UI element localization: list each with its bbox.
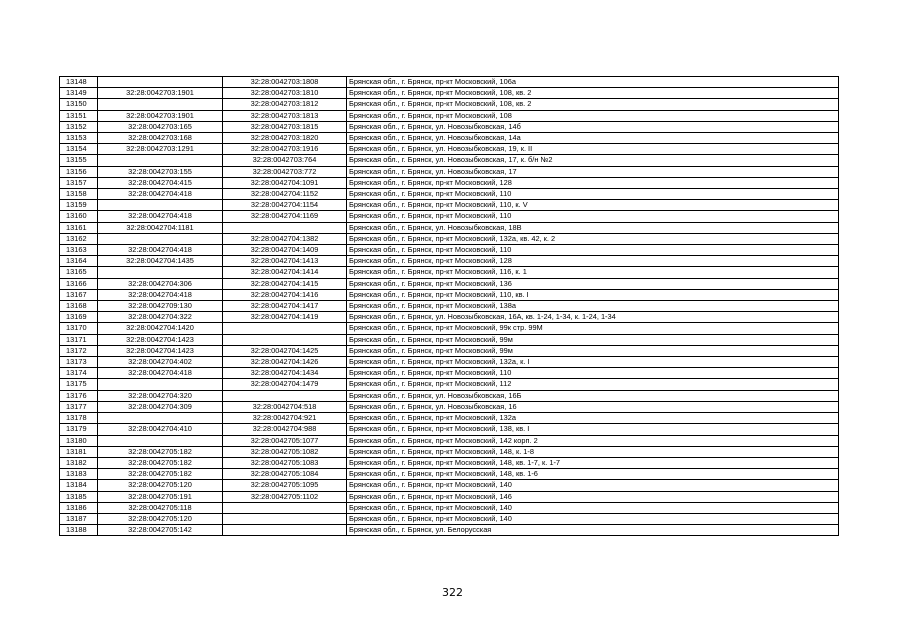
cadastral-number-b-cell: 32:28:0042705:1095 [223, 480, 347, 491]
cadastral-number-b-cell: 32:28:0042704:1415 [223, 278, 347, 289]
row-number-cell: 13164 [60, 256, 98, 267]
cadastral-number-a-cell: 32:28:0042704:309 [98, 401, 223, 412]
cadastral-number-b-cell [223, 222, 347, 233]
table-row [60, 401, 839, 412]
address-cell: Брянская обл., г. Брянск, пр-кт Московский, 110 [347, 189, 839, 200]
address-cell: Брянская обл., г. Брянск, пр-кт Московский, 148, кв. 1-7, к. 1-7 [347, 457, 839, 468]
cadastral-number-a-cell: 32:28:0042705:120 [98, 480, 223, 491]
row-number-cell: 13172 [60, 345, 98, 356]
table-row [60, 469, 839, 480]
address-cell: Брянская обл., г. Брянск, пр-кт Московский, 148, к. 1-8 [347, 446, 839, 457]
table-row [60, 345, 839, 356]
cadastral-number-a-cell [98, 99, 223, 110]
row-number-cell: 13159 [60, 200, 98, 211]
row-number-cell: 13162 [60, 233, 98, 244]
cadastral-number-a-cell: 32:28:0042704:415 [98, 177, 223, 188]
table-row [60, 200, 839, 211]
cadastral-number-b-cell: 32:28:0042704:921 [223, 413, 347, 424]
table-row [60, 435, 839, 446]
cadastral-number-b-cell [223, 513, 347, 524]
address-cell: Брянская обл., г. Брянск, ул. Новозыбковская, 19, к. II [347, 144, 839, 155]
row-number-cell: 13182 [60, 457, 98, 468]
address-cell: Брянская обл., г. Брянск, ул. Новозыбковская, 17, к. б/н №2 [347, 155, 839, 166]
table-row [60, 413, 839, 424]
address-cell: Брянская обл., г. Брянск, пр-кт Московский, 99к стр. 99М [347, 323, 839, 334]
row-number-cell: 13187 [60, 513, 98, 524]
cadastral-number-b-cell: 32:28:0042703:1815 [223, 121, 347, 132]
cadastral-number-b-cell: 32:28:0042704:1152 [223, 189, 347, 200]
cadastral-number-a-cell [98, 233, 223, 244]
cadastral-number-b-cell: 32:28:0042704:1414 [223, 267, 347, 278]
cadastral-number-a-cell: 32:28:0042704:1435 [98, 256, 223, 267]
address-cell: Брянская обл., г. Брянск, ул. Новозыбковская, 17 [347, 166, 839, 177]
address-cell: Брянская обл., г. Брянск, пр-кт Московский, 138а [347, 301, 839, 312]
cadastral-number-b-cell: 32:28:0042705:1082 [223, 446, 347, 457]
table-row [60, 502, 839, 513]
row-number-cell: 13186 [60, 502, 98, 513]
cadastral-number-b-cell: 32:28:0042704:1169 [223, 211, 347, 222]
address-cell: Брянская обл., г. Брянск, пр-кт Московский, 140 [347, 513, 839, 524]
cadastral-number-b-cell: 32:28:0042703:1820 [223, 133, 347, 144]
cadastral-number-a-cell: 32:28:0042704:322 [98, 312, 223, 323]
table-row [60, 211, 839, 222]
table-row [60, 177, 839, 188]
cadastral-number-a-cell: 32:28:0042703:1291 [98, 144, 223, 155]
cadastral-number-a-cell: 32:28:0042704:418 [98, 289, 223, 300]
cadastral-number-b-cell: 32:28:0042704:1409 [223, 245, 347, 256]
address-cell: Брянская обл., г. Брянск, пр-кт Московский, 110, кв. I [347, 289, 839, 300]
row-number-cell: 13167 [60, 289, 98, 300]
table-row [60, 379, 839, 390]
cadastral-number-a-cell: 32:28:0042704:418 [98, 211, 223, 222]
cadastral-number-b-cell: 32:28:0042704:1434 [223, 368, 347, 379]
cadastral-number-b-cell: 32:28:0042704:518 [223, 401, 347, 412]
cadastral-number-b-cell: 32:28:0042704:1382 [223, 233, 347, 244]
table-row [60, 166, 839, 177]
row-number-cell: 13176 [60, 390, 98, 401]
table-row [60, 121, 839, 132]
address-cell: Брянская обл., г. Брянск, пр-кт Московский, 148, кв. 1-6 [347, 469, 839, 480]
cadastral-number-a-cell: 32:28:0042703:1901 [98, 88, 223, 99]
row-number-cell: 13171 [60, 334, 98, 345]
row-number-cell: 13178 [60, 413, 98, 424]
table-row [60, 110, 839, 121]
row-number-cell: 13169 [60, 312, 98, 323]
table-row [60, 99, 839, 110]
row-number-cell: 13148 [60, 77, 98, 88]
address-cell: Брянская обл., г. Брянск, пр-кт Московский, 142 корп. 2 [347, 435, 839, 446]
cadastral-number-b-cell [223, 334, 347, 345]
page-number: 322 [442, 586, 463, 599]
row-number-cell: 13188 [60, 525, 98, 536]
cadastral-number-a-cell [98, 77, 223, 88]
cadastral-number-b-cell: 32:28:0042704:1091 [223, 177, 347, 188]
cadastral-number-b-cell: 32:28:0042704:1479 [223, 379, 347, 390]
row-number-cell: 13153 [60, 133, 98, 144]
cadastral-number-b-cell: 32:28:0042704:988 [223, 424, 347, 435]
table-row [60, 525, 839, 536]
table-row [60, 480, 839, 491]
cadastral-number-a-cell [98, 200, 223, 211]
cadastral-number-a-cell: 32:28:0042704:1420 [98, 323, 223, 334]
row-number-cell: 13181 [60, 446, 98, 457]
address-cell: Брянская обл., г. Брянск, пр-кт Московский, 138, кв. I [347, 424, 839, 435]
row-number-cell: 13183 [60, 469, 98, 480]
address-cell: Брянская обл., г. Брянск, пр-кт Московский, 106а [347, 77, 839, 88]
address-cell: Брянская обл., г. Брянск, пр-кт Московский, 108 [347, 110, 839, 121]
row-number-cell: 13150 [60, 99, 98, 110]
row-number-cell: 13180 [60, 435, 98, 446]
cadastral-number-a-cell: 32:28:0042705:118 [98, 502, 223, 513]
row-number-cell: 13168 [60, 301, 98, 312]
table-row [60, 144, 839, 155]
address-cell: Брянская обл., г. Брянск, пр-кт Московский, 108, кв. 2 [347, 88, 839, 99]
row-number-cell: 13157 [60, 177, 98, 188]
table-row [60, 289, 839, 300]
table-row [60, 278, 839, 289]
cadastral-number-b-cell [223, 390, 347, 401]
row-number-cell: 13158 [60, 189, 98, 200]
table-row [60, 334, 839, 345]
address-cell: Брянская обл., г. Брянск, ул. Новозыбковская, 18В [347, 222, 839, 233]
cadastral-number-a-cell: 32:28:0042705:120 [98, 513, 223, 524]
row-number-cell: 13163 [60, 245, 98, 256]
row-number-cell: 13177 [60, 401, 98, 412]
table-row [60, 222, 839, 233]
address-cell: Брянская обл., г. Брянск, пр-кт Московский, 136 [347, 278, 839, 289]
cadastral-number-b-cell: 32:28:0042705:1077 [223, 435, 347, 446]
cadastral-number-b-cell: 32:28:0042704:1417 [223, 301, 347, 312]
row-number-cell: 13152 [60, 121, 98, 132]
cadastral-number-b-cell: 32:28:0042704:1419 [223, 312, 347, 323]
table-row [60, 88, 839, 99]
cadastral-number-b-cell: 32:28:0042703:1813 [223, 110, 347, 121]
cadastral-number-a-cell [98, 155, 223, 166]
row-number-cell: 13149 [60, 88, 98, 99]
row-number-cell: 13184 [60, 480, 98, 491]
cadastral-number-b-cell [223, 323, 347, 334]
cadastral-number-b-cell: 32:28:0042705:1102 [223, 491, 347, 502]
row-number-cell: 13161 [60, 222, 98, 233]
row-number-cell: 13179 [60, 424, 98, 435]
row-number-cell: 13185 [60, 491, 98, 502]
cadastral-number-a-cell: 32:28:0042705:182 [98, 457, 223, 468]
address-cell: Брянская обл., г. Брянск, пр-кт Московский, 140 [347, 480, 839, 491]
table-row [60, 513, 839, 524]
cadastral-number-b-cell: 32:28:0042705:1083 [223, 457, 347, 468]
cadastral-number-b-cell: 32:28:0042704:1416 [223, 289, 347, 300]
cadastral-number-a-cell: 32:28:0042704:418 [98, 189, 223, 200]
cadastral-number-a-cell: 32:28:0042704:1181 [98, 222, 223, 233]
cadastral-number-b-cell: 32:28:0042705:1084 [223, 469, 347, 480]
row-number-cell: 13166 [60, 278, 98, 289]
cadastral-number-a-cell: 32:28:0042703:1901 [98, 110, 223, 121]
table-row [60, 323, 839, 334]
cadastral-number-a-cell: 32:28:0042705:182 [98, 446, 223, 457]
table-row [60, 245, 839, 256]
row-number-cell: 13173 [60, 357, 98, 368]
cadastral-number-a-cell: 32:28:0042704:418 [98, 368, 223, 379]
address-cell: Брянская обл., г. Брянск, пр-кт Московский, 132а [347, 413, 839, 424]
cadastral-number-a-cell [98, 413, 223, 424]
cadastral-number-a-cell: 32:28:0042704:1423 [98, 334, 223, 345]
address-cell: Брянская обл., г. Брянск, пр-кт Московский, 110, к. V [347, 200, 839, 211]
table-row [60, 457, 839, 468]
address-cell: Брянская обл., г. Брянск, пр-кт Московский, 110 [347, 211, 839, 222]
cadastral-number-b-cell: 32:28:0042703:764 [223, 155, 347, 166]
cadastral-number-a-cell: 32:28:0042704:306 [98, 278, 223, 289]
cadastral-number-a-cell: 32:28:0042703:165 [98, 121, 223, 132]
address-cell: Брянская обл., г. Брянск, пр-кт Московский, 132а, кв. 42, к. 2 [347, 233, 839, 244]
cadastral-number-b-cell: 32:28:0042704:1413 [223, 256, 347, 267]
cadastral-number-a-cell: 32:28:0042705:142 [98, 525, 223, 536]
cadastral-number-a-cell: 32:28:0042704:320 [98, 390, 223, 401]
address-cell: Брянская обл., г. Брянск, пр-кт Московский, 128 [347, 256, 839, 267]
cadastral-number-a-cell [98, 379, 223, 390]
table-row [60, 267, 839, 278]
table-body [60, 77, 839, 536]
cadastral-number-b-cell: 32:28:0042703:1810 [223, 88, 347, 99]
row-number-cell: 13154 [60, 144, 98, 155]
row-number-cell: 13170 [60, 323, 98, 334]
table-row [60, 357, 839, 368]
cadastral-number-a-cell [98, 435, 223, 446]
table-row [60, 189, 839, 200]
row-number-cell: 13156 [60, 166, 98, 177]
table-row [60, 491, 839, 502]
address-cell: Брянская обл., г. Брянск, пр-кт Московский, 146 [347, 491, 839, 502]
address-cell: Брянская обл., г. Брянск, ул. Новозыбковская, 16Б [347, 390, 839, 401]
cadastral-number-a-cell: 32:28:0042703:168 [98, 133, 223, 144]
row-number-cell: 13174 [60, 368, 98, 379]
cadastral-number-a-cell: 32:28:0042704:410 [98, 424, 223, 435]
cadastral-number-a-cell [98, 267, 223, 278]
cadastral-number-b-cell: 32:28:0042703:1808 [223, 77, 347, 88]
cadastral-number-b-cell: 32:28:0042703:1916 [223, 144, 347, 155]
address-cell: Брянская обл., г. Брянск, пр-кт Московский, 108, кв. 2 [347, 99, 839, 110]
cadastral-number-b-cell [223, 502, 347, 513]
cadastral-table [59, 76, 839, 536]
table-row [60, 256, 839, 267]
address-cell: Брянская обл., г. Брянск, пр-кт Московский, 116, к. 1 [347, 267, 839, 278]
table-row [60, 301, 839, 312]
table-row [60, 446, 839, 457]
address-cell: Брянская обл., г. Брянск, пр-кт Московский, 140 [347, 502, 839, 513]
cadastral-number-a-cell: 32:28:0042704:418 [98, 245, 223, 256]
cadastral-number-a-cell: 32:28:0042704:402 [98, 357, 223, 368]
cadastral-number-a-cell: 32:28:0042704:1423 [98, 345, 223, 356]
address-cell: Брянская обл., г. Брянск, пр-кт Московский, 99м [347, 345, 839, 356]
address-cell: Брянская обл., г. Брянск, пр-кт Московский, 128 [347, 177, 839, 188]
cadastral-number-b-cell: 32:28:0042704:1426 [223, 357, 347, 368]
table-row [60, 424, 839, 435]
table-row [60, 368, 839, 379]
cadastral-number-a-cell: 32:28:0042703:155 [98, 166, 223, 177]
row-number-cell: 13165 [60, 267, 98, 278]
cadastral-number-a-cell: 32:28:0042709:130 [98, 301, 223, 312]
cadastral-number-b-cell: 32:28:0042704:1154 [223, 200, 347, 211]
address-cell: Брянская обл., г. Брянск, пр-кт Московский, 112 [347, 379, 839, 390]
address-cell: Брянская обл., г. Брянск, пр-кт Московский, 110 [347, 368, 839, 379]
table-row [60, 133, 839, 144]
table-row [60, 233, 839, 244]
cadastral-number-b-cell: 32:28:0042704:1425 [223, 345, 347, 356]
address-cell: Брянская обл., г. Брянск, ул. Новозыбковская, 14а [347, 133, 839, 144]
address-cell: Брянская обл., г. Брянск, пр-кт Московский, 99м [347, 334, 839, 345]
cadastral-number-a-cell: 32:28:0042705:191 [98, 491, 223, 502]
table-row [60, 77, 839, 88]
address-cell: Брянская обл., г. Брянск, ул. Новозыбковская, 14б [347, 121, 839, 132]
address-cell: Брянская обл., г. Брянск, ул. Новозыбковская, 16А, кв. 1-24, 1-34, к. 1-24, 1-34 [347, 312, 839, 323]
address-cell: Брянская обл., г. Брянск, ул. Новозыбковская, 16 [347, 401, 839, 412]
row-number-cell: 13151 [60, 110, 98, 121]
address-cell: Брянская обл., г. Брянск, пр-кт Московский, 110 [347, 245, 839, 256]
row-number-cell: 13160 [60, 211, 98, 222]
row-number-cell: 13155 [60, 155, 98, 166]
cadastral-number-b-cell [223, 525, 347, 536]
address-cell: Брянская обл., г. Брянск, пр-кт Московский, 132а, к. I [347, 357, 839, 368]
table-row [60, 155, 839, 166]
cadastral-number-b-cell: 32:28:0042703:1812 [223, 99, 347, 110]
table-row [60, 312, 839, 323]
table-row [60, 390, 839, 401]
cadastral-number-a-cell: 32:28:0042705:182 [98, 469, 223, 480]
cadastral-number-b-cell: 32:28:0042703:772 [223, 166, 347, 177]
row-number-cell: 13175 [60, 379, 98, 390]
address-cell: Брянская обл., г. Брянск, ул. Белорусская [347, 525, 839, 536]
